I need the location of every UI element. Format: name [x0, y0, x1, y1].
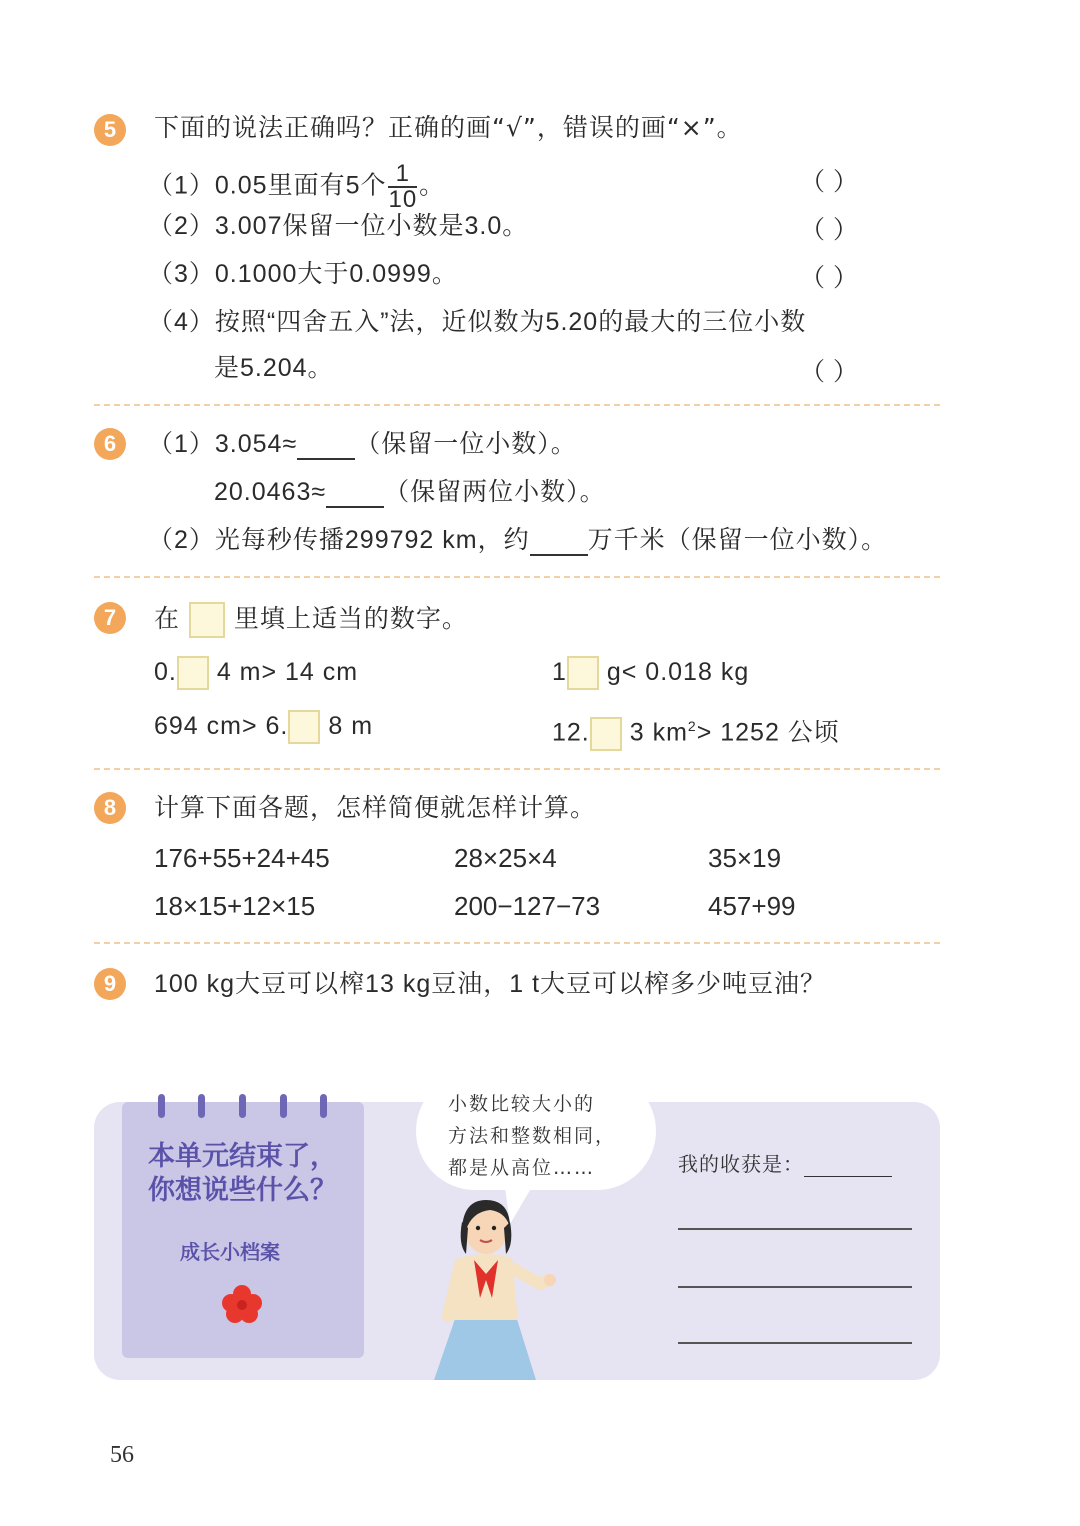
calc-item: 457+99 — [708, 891, 796, 921]
q7-item-2 — [552, 656, 749, 690]
q6-text: （2）光每秒传播299792 km，约 — [148, 526, 530, 554]
bubble-line: 都是从高位…… — [448, 1157, 596, 1179]
q5-item-2 — [148, 210, 528, 242]
q7-text: 12. — [552, 718, 590, 747]
binder-ring — [158, 1094, 165, 1118]
item-text: 3.007保留一位小数是3.0。 — [214, 212, 529, 240]
q5-item-4-cont: 是5.204。 — [214, 354, 334, 382]
notepad-title — [148, 1140, 337, 1208]
digit-box[interactable] — [567, 656, 599, 690]
calc-item: 200−127−73 — [454, 891, 601, 921]
bubble-line: 方法和整数相同， — [448, 1125, 617, 1147]
section-divider — [94, 942, 940, 944]
q8-prompt: 计算下面各题，怎样简便就怎样计算。 — [154, 793, 597, 822]
q6-line-2 — [214, 476, 606, 508]
harvest-blank[interactable] — [804, 1158, 892, 1177]
harvest-label — [678, 1148, 892, 1177]
item-label: （3） — [148, 260, 215, 288]
item-text: 0.1000大于0.0999。 — [214, 260, 458, 288]
item-text: 按照“四舍五入”法，近似数为5.20的最大的三位小数 — [214, 308, 807, 336]
q7-item-3 — [154, 710, 373, 744]
answer-blank[interactable] — [297, 434, 355, 460]
calc-item: 28×25×4 — [454, 843, 557, 873]
q6-text: （保留一位小数）。 — [355, 430, 577, 458]
bubble-line: 小数比较大小的 — [448, 1093, 596, 1115]
q7-item-1 — [154, 656, 358, 690]
q9-text: 100 kg大豆可以榨13 kg豆油，1 t大豆可以榨多少吨豆油？ — [154, 970, 827, 998]
digit-box[interactable] — [288, 710, 320, 744]
q7-text: 在 — [154, 604, 181, 633]
binder-ring — [198, 1094, 205, 1118]
section-divider — [94, 576, 940, 578]
notepad-subtitle: 成长小档案 — [180, 1240, 280, 1264]
section-divider — [94, 768, 940, 770]
notepad-title-line: 本单元结束了， — [148, 1141, 337, 1172]
q6-text: 万千米（保留一位小数）。 — [587, 526, 888, 554]
answer-paren-3[interactable]: （ ） — [800, 263, 858, 292]
answer-blank[interactable] — [326, 482, 384, 508]
question-number-9: 9 — [94, 968, 126, 1000]
question-number-6: 6 — [94, 428, 126, 460]
fraction — [388, 162, 417, 212]
q6-line-1 — [148, 428, 577, 460]
q6-text: 20.0463≈ — [214, 478, 327, 506]
q7-text: 0. — [154, 658, 177, 686]
item-text-end: 。 — [419, 171, 446, 200]
q5-prompt: 下面的说法正确吗？正确的画“√”，错误的画“×”。 — [154, 113, 743, 142]
answer-line[interactable] — [678, 1286, 912, 1288]
fraction-numerator: 1 — [388, 162, 417, 188]
item-label: （4） — [148, 308, 215, 336]
question-number-5: 5 — [94, 114, 126, 146]
question-number-8: 8 — [94, 792, 126, 824]
q6-text: （保留两位小数）。 — [384, 478, 606, 506]
answer-blank[interactable] — [530, 530, 588, 556]
binder-ring — [320, 1094, 327, 1118]
answer-paren-4[interactable]: （ ） — [800, 357, 858, 386]
calc-item: 176+55+24+45 — [154, 843, 330, 873]
q7-text: 里填上适当的数字。 — [233, 604, 468, 633]
item-label: （2） — [148, 212, 215, 240]
notepad-title-line: 你想说些什么？ — [148, 1175, 337, 1206]
binder-ring — [280, 1094, 287, 1118]
fraction-denominator: 10 — [388, 186, 418, 213]
binder-ring — [239, 1094, 246, 1118]
item-label: （1） — [148, 171, 215, 200]
speech-bubble-text — [448, 1088, 616, 1184]
calc-item: 35×19 — [708, 843, 782, 873]
q5-item-4 — [148, 306, 806, 338]
answer-line[interactable] — [678, 1342, 912, 1344]
section-divider — [94, 404, 940, 406]
question-number-7: 7 — [94, 602, 126, 634]
harvest-text: 我的收获是： — [678, 1152, 804, 1176]
q5-item-1 — [148, 162, 445, 212]
answer-line[interactable] — [678, 1228, 912, 1230]
q6-line-3 — [148, 524, 887, 556]
q7-text: 1 — [552, 658, 567, 686]
flower-icon — [220, 1284, 264, 1324]
q7-item-4 — [552, 710, 840, 751]
q7-text: 694 cm> 6. — [154, 712, 289, 740]
digit-box[interactable] — [177, 656, 209, 690]
q7-text: 3 km — [629, 718, 688, 747]
q7-prompt — [154, 602, 468, 638]
student-girl-illustration — [420, 1198, 560, 1382]
q7-text: g< 0.018 kg — [606, 658, 750, 686]
q7-text: > 1252 公顷 — [696, 718, 840, 747]
page-number: 56 — [110, 1442, 134, 1468]
answer-paren-2[interactable]: （ ） — [800, 215, 858, 244]
superscript: 2 — [687, 718, 697, 734]
q7-text: 8 m — [328, 712, 374, 740]
q7-text: 4 m> 14 cm — [216, 658, 359, 686]
answer-paren-1[interactable]: （ ） — [800, 167, 858, 196]
q5-item-3 — [148, 258, 458, 290]
item-text: 0.05里面有5个 — [214, 171, 387, 200]
q6-text: （1）3.054≈ — [148, 430, 298, 458]
digit-box-example — [189, 602, 225, 638]
digit-box[interactable] — [590, 717, 622, 751]
calc-item: 18×15+12×15 — [154, 891, 316, 921]
